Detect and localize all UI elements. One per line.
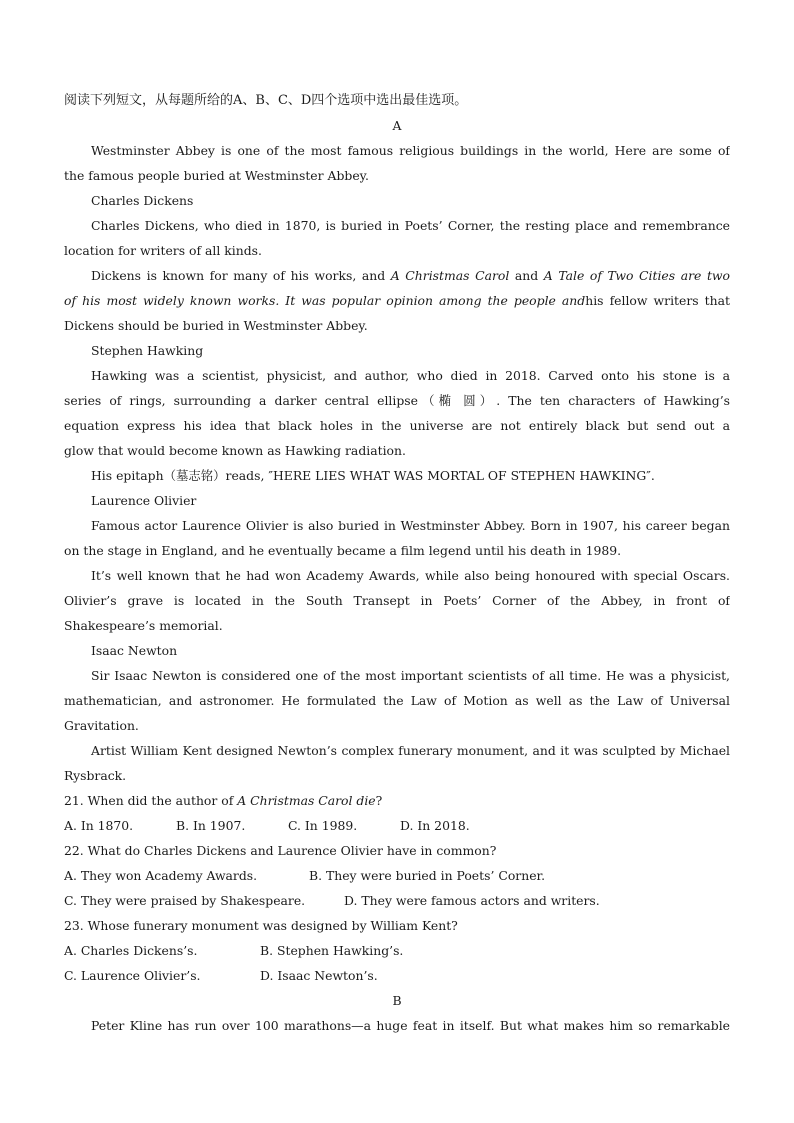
paragraph-line: glow that would become known as Hawking radiation.	[64, 443, 406, 458]
option-d[interactable]: D. In 2018.	[400, 818, 470, 833]
question-21-options	[64, 813, 730, 838]
text-span: Dickens is known for many of his works, and	[91, 268, 391, 283]
passage-b-label: B	[392, 993, 402, 1008]
option-b[interactable]: B. In 1907.	[176, 818, 246, 833]
paragraph-line: Peter Kline has run over 100 marathons—a huge feat in itself. But what makes him so remarkable	[91, 1018, 730, 1033]
text-span: and	[509, 268, 544, 283]
paragraph-line	[64, 288, 730, 313]
section-heading-dickens: Charles Dickens	[91, 193, 194, 208]
option-c[interactable]: C. Laurence Olivier’s.	[64, 968, 201, 983]
section-heading-olivier: Laurence Olivier	[91, 493, 197, 508]
italic-text: of his most widely known works. It was popular opinion among the people and	[64, 293, 586, 308]
option-b[interactable]: B. They were buried in Poets’ Corner.	[309, 868, 546, 883]
paragraph-line: on the stage in England, and he eventually became a film legend until his death in 1989.	[64, 543, 622, 558]
paragraph-line: Shakespeare’s memorial.	[64, 618, 223, 633]
question-22-options	[64, 888, 730, 913]
paragraph-line	[64, 263, 730, 288]
option-b[interactable]: B. Stephen Hawking’s.	[260, 943, 404, 958]
paragraph-line: series of rings, surrounding a darker central ellipse（椭 圆）. The ten characters of Hawking’s	[64, 393, 730, 408]
book-title: A Tale of Two Cities are two	[543, 268, 730, 283]
paragraph-line: Hawking was a scientist, physicist, and author, who died in 2018. Carved onto his stone is a	[91, 368, 730, 383]
paragraph-line: Rysbrack.	[64, 768, 127, 783]
book-title: A Christmas Carol die	[237, 793, 376, 808]
question-text: 21. When did the author of	[64, 793, 238, 808]
document-page	[64, 88, 730, 1038]
paragraph-line: Olivier’s grave is located in the South Transept in Poets’ Corner of the Abbey, in front of	[64, 593, 730, 608]
paragraph-line: Gravitation.	[64, 718, 139, 733]
question-23-options	[64, 938, 730, 963]
question-22: 22. What do Charles Dickens and Laurence Olivier have in common?	[64, 843, 497, 858]
paragraph-line: His epitaph（墓志铭）reads, ″HERE LIES WHAT WAS MORTAL OF STEPHEN HAWKING″.	[91, 468, 655, 483]
question-23: 23. Whose funerary monument was designed by William Kent?	[64, 918, 458, 933]
paragraph-line: Sir Isaac Newton is considered one of the most important scientists of all time. He was a physicist,	[91, 668, 730, 683]
paragraph-line: mathematician, and astronomer. He formulated the Law of Motion as well as the Law of Universal	[64, 693, 730, 708]
option-c[interactable]: C. In 1989.	[288, 818, 358, 833]
instructions: 阅读下列短文，从每题所给的A、B、C、D四个选项中选出最佳选项。	[64, 93, 468, 108]
option-a[interactable]: A. Charles Dickens’s.	[64, 943, 198, 958]
question-23-options	[64, 963, 730, 988]
section-heading-newton: Isaac Newton	[91, 643, 178, 658]
option-d[interactable]: D. They were famous actors and writers.	[344, 893, 600, 908]
passage-a-label: A	[392, 118, 402, 133]
paragraph-line: Westminster Abbey is one of the most famous religious buildings in the world, Here are some of	[91, 143, 730, 158]
section-heading-hawking: Stephen Hawking	[91, 343, 204, 358]
option-c[interactable]: C. They were praised by Shakespeare.	[64, 893, 306, 908]
paragraph-line: Famous actor Laurence Olivier is also buried in Westminster Abbey. Born in 1907, his career began	[91, 518, 730, 533]
option-d[interactable]: D. Isaac Newton’s.	[260, 968, 378, 983]
paragraph-line: Charles Dickens, who died in 1870, is buried in Poets’ Corner, the resting place and remembrance	[91, 218, 730, 233]
question-text: ?	[375, 793, 383, 808]
paragraph-line: Dickens should be buried in Westminster Abbey.	[64, 318, 368, 333]
paragraph-line: Artist William Kent designed Newton’s complex funerary monument, and it was sculpted by Michael	[91, 743, 730, 758]
paragraph-line: location for writers of all kinds.	[64, 243, 262, 258]
question-21	[64, 788, 730, 813]
option-a[interactable]: A. In 1870.	[64, 818, 134, 833]
paragraph-line: It’s well known that he had won Academy Awards, while also being honoured with special Oscars.	[91, 568, 730, 583]
text-span: his fellow writers that	[585, 293, 730, 308]
paragraph-line: the famous people buried at Westminster Abbey.	[64, 168, 369, 183]
paragraph-line: equation express his idea that black holes in the universe are not entirely black but send out a	[64, 418, 730, 433]
question-22-options	[64, 863, 730, 888]
book-title: A Christmas Carol	[390, 268, 510, 283]
option-a[interactable]: A. They won Academy Awards.	[64, 868, 258, 883]
